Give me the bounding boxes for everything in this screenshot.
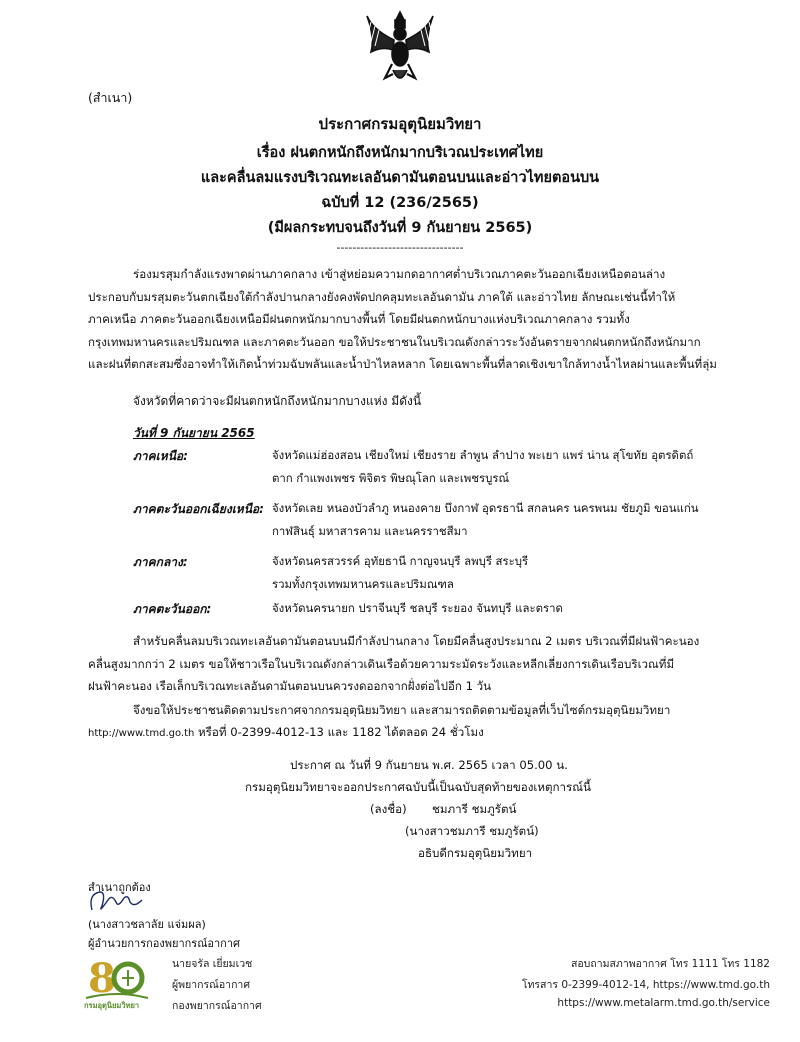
region-label-east: ภาคตะวันออก: [133,602,212,616]
forecaster-role: ผู้พยากรณ์อากาศ [172,979,250,991]
region-provinces-north: ตาก กำแพงเพชร พิจิตร พิษณุโลก และเพชรบูรณ์ [272,471,510,485]
region-label-central: ภาคกลาง: [133,555,188,569]
paragraph-line: คลื่นสูงมากกว่า 2 เมตร ขอให้ชาวเรือในบริเวณดังกล่าวเดินเรือด้วยความระมัดระวังและหลีกเลี่ยงการเดินเรือบริเวณที่มี [88,656,675,671]
paragraph-line: ร่องมรสุมกำลังแรงพาดผ่านภาคกลาง เข้าสู่หย่อมความกดอากาศต่ำบริเวณภาคตะวันออกเฉียงเหนือตอนล่าง [133,267,666,281]
region-provinces-northeast: กาฬสินธุ์ มหาสารคาม และนครราชสีมา [272,524,468,538]
wave-paragraph [88,630,728,698]
tmd-website-link[interactable]: http://www.tmd.go.th [88,728,195,739]
handwritten-signature-icon [86,884,146,918]
divider: -------------------------------- [336,241,464,254]
copy-label: (สำเนา) [88,90,133,105]
contact-service-link[interactable]: https://www.metalarm.tmd.go.th/service [557,997,770,1009]
paragraph-line: ประกอบกับมรสุมตะวันตกเฉียงใต้กำลังปานกลางยังคงพัดปกคลุมทะเลอันดามัน ภาคใต้ และอ่าวไทย ลักษณะเช่นนี้ทำให้ [88,289,676,304]
certify-name: (นางสาวชลาลัย แจ่มผล) [88,918,206,931]
certify-label: สำเนาถูกต้อง [88,881,151,894]
subject-line-1: เรื่อง ฝนตกหนักถึงหนักมากบริเวณประเทศไทย [256,145,544,161]
hotline-text: หรือที่ 0-2399-4012-13 และ 1182 ได้ตลอด 24 ชั่วโมง [194,725,484,739]
region-provinces-central: จังหวัดนครสวรรค์ อุทัยธานี กาญจนบุรี ลพบุรี สระบุรี [272,554,529,568]
forecaster-name: นายจรัล เยี่ยมเวช [172,958,253,970]
logo-text: กรมอุตุนิยมวิทยา [84,1001,140,1010]
contact-fax: โทรสาร 0-2399-4012-14, https://www.tmd.go.th [521,979,770,991]
provinces-intro: จังหวัดที่คาดว่าจะมีฝนตกหนักถึงหนักมากบางแห่ง มีดังนี้ [133,394,422,408]
region-provinces-central: รวมทั้งกรุงเทพมหานครและปริมณฑล [272,577,454,591]
paragraph-line: และฝนที่ตกสะสมซึ่งอาจทำให้เกิดน้ำท่วมฉับพลันและน้ำป่าไหลหลาก โดยเฉพาะพื้นที่ลาดเชิงเขาใกล้ทางน้ำไหลผ่านและพื้นที่ลุ่ม [88,357,717,371]
region-provinces-northeast: จังหวัดเลย หนองบัวลำภู หนองคาย บึงกาฬ อุดรธานี สกลนคร นครพนม ชัยภูมิ ขอนแก่น [272,501,699,515]
paragraph-line: สำหรับคลื่นลมบริเวณทะเลอันดามันตอนบนมีกำลังปานกลาง โดยมีคลื่นสูงประมาณ 2 เมตร บริเวณที่มีฝนฟ้าคะนอง [133,634,700,648]
subject-line-2: และคลื่นลมแรงบริเวณทะเลอันดามันตอนบนและอ่าวไทยตอนบน [200,170,600,186]
announcement-date: ประกาศ ณ วันที่ 9 กันยายน พ.ศ. 2565 เวลา 05.00 น. [290,758,568,772]
follow-paragraph-line-1: จึงขอให้ประชาชนติดตามประกาศจากกรมอุตุนิยมวิทยา และสามารถติดตามข้อมูลที่เว็บไซต์กรมอุตุนิยมวิทยา [133,703,671,717]
main-paragraph [88,263,728,376]
region-provinces-north: จังหวัดแม่ฮ่องสอน เชียงใหม่ เชียงราย ลำพูน ลำปาง พะเยา แพร่ น่าน สุโขทัย อุตรดิตถ์ [272,448,694,462]
date-heading: วันที่ 9 กันยายน 2565 [133,426,255,440]
director-position: อธิบดีกรมอุตุนิยมวิทยา [418,846,533,860]
svg-text:8: 8 [88,955,116,1002]
last-notice: กรมอุตุนิยมวิทยาจะออกประกาศฉบับนี้เป็นฉบับสุดท้ายของเหตุการณ์นี้ [245,780,591,794]
region-provinces-east: จังหวัดนครนายก ปราจีนบุรี ชลบุรี ระยอง จันทบุรี และตราด [272,601,563,615]
signed-name: ชมภารี ชมภูรัตน์ [432,802,517,816]
page-title: ประกาศกรมอุตุนิยมวิทยา [318,115,482,133]
paragraph-line: กรุงเทพมหานครและปริมณฑล และภาคตะวันออก ขอให้ประชาชนในบริเวณดังกล่าวระวังอันตรายจากฝนตกหนักถึงหนักมาก [88,334,701,349]
forecaster-dept: กองพยากรณ์อากาศ [172,1000,262,1012]
issue-number: ฉบับที่ 12 (236/2565) [321,195,479,211]
region-label-northeast: ภาคตะวันออกเฉียงเหนือ: [133,502,264,516]
effective-date: (มีผลกระทบจนถึงวันที่ 9 กันยายน 2565) [267,220,533,236]
signed-prefix: (ลงชื่อ) [370,802,407,816]
director-full-name: (นางสาวชมภารี ชมภูรัตน์) [405,824,539,838]
region-label-north: ภาคเหนือ: [133,449,188,463]
paragraph-line: ฝนฟ้าคะนอง เรือเล็กบริเวณทะเลอันดามันตอนบนควรงดออกจากฝั่งต่อไปอีก 1 วัน [88,679,492,693]
contact-phone: สอบถามสภาพอากาศ โทร 1111 โทร 1182 [570,958,770,970]
follow-paragraph-line-2 [88,724,484,742]
garuda-emblem-icon [363,8,437,88]
paragraph-line: ภาคเหนือ ภาคตะวันออกเฉียงเหนือมีฝนตกหนักมากบางพื้นที่ โดยมีฝนตกหนักบางแห่งบริเวณภาคกลาง รวมทั้ง [88,312,630,326]
certify-position: ผู้อำนวยการกองพยากรณ์อากาศ [88,937,241,950]
